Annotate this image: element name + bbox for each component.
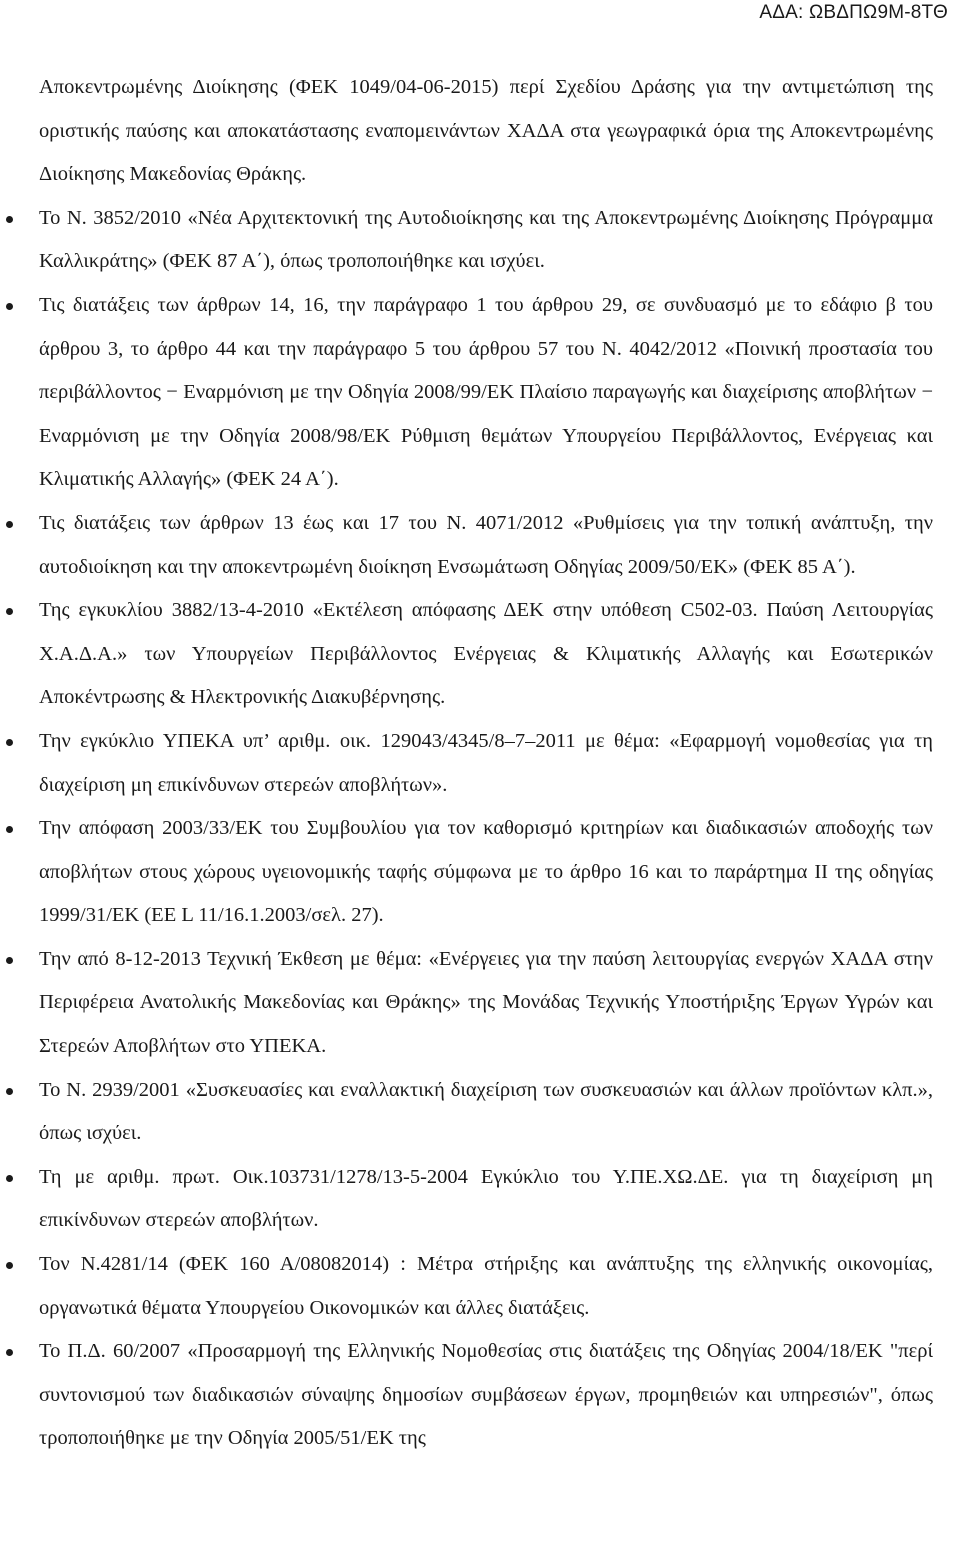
list-item: Τον Ν.4281/14 (ΦΕΚ 160 Α/08082014) : Μέτρα στήριξης και ανάπτυξης της ελληνικής οικονομίας, οργανωτικά θέματα Υπουργείου Οικονομικών και άλλες διατάξεις. (39, 1243, 933, 1330)
list-item: Την απόφαση 2003/33/ΕΚ του Συμβουλίου για τον καθορισμό κριτηρίων και διαδικασιών αποδοχής των αποβλήτων στους χώρους υγειονομικής ταφής σύμφωνα με το άρθρο 16 και το παράρτημα ΙΙ της οδηγίας 1999/31/ΕΚ (ΕΕ L 11/16.1.2003/σελ. 27). (39, 807, 933, 938)
list-item: Της εγκυκλίου 3882/13-4-2010 «Εκτέλεση απόφασης ΔΕΚ στην υπόθεση C502-03. Παύση Λειτουργίας Χ.Α.Δ.Α.» των Υπουργείων Περιβάλλοντος Ενέργειας & Κλιματικής Αλλαγής και Εσωτερικών Αποκέντρωσης & Ηλεκτρονικής Διακυβέρνησης. (39, 589, 933, 720)
list-item: Τις διατάξεις των άρθρων 13 έως και 17 του Ν. 4071/2012 «Ρυθμίσεις για την τοπική ανάπτυξη, την αυτοδιοίκηση και την αποκεντρωμένη διοίκηση Ενσωμάτωση Οδηγίας 2009/50/ΕΚ» (ΦΕΚ 85 Α΄). (39, 502, 933, 589)
list-item: Το Ν. 3852/2010 «Νέα Αρχιτεκτονική της Αυτοδιοίκησης και της Αποκεντρωμένης Διοίκησης Πρόγραμμα Καλλικράτης» (ΦΕΚ 87 Α΄), όπως τροποποιήθηκε και ισχύει. (39, 197, 933, 284)
document-ada-code: ΑΔΑ: ΩΒΔΠΩ9Μ-8ΤΘ (759, 2, 948, 23)
intro-paragraph: Αποκεντρωμένης Διοίκησης (ΦΕΚ 1049/04-06-2015) περί Σχεδίου Δράσης για την αντιμετώπιση της οριστικής παύσης και αποκατάστασης εναπομεινάντων ΧΑΔΑ στα γεωγραφικά όρια της Αποκεντρωμένης Διοίκησης Μακεδονίας Θράκης. (39, 76, 933, 186)
legal-basis-list (39, 197, 933, 1461)
list-item: Την από 8-12-2013 Τεχνική Έκθεση με θέμα: «Ενέργειες για την παύση λειτουργίας ενεργών ΧΑΔΑ στην Περιφέρεια Ανατολικής Μακεδονίας και Θράκης» της Μονάδας Τεχνικής Υποστήριξης Έργων Υγρών και Στερεών Αποβλήτων στο ΥΠΕΚΑ. (39, 938, 933, 1069)
document-body (39, 66, 933, 1461)
list-item: Την εγκύκλιο ΥΠΕΚΑ υπ’ αριθμ. οικ. 129043/4345/8–7–2011 με θέμα: «Εφαρμογή νομοθεσίας για τη διαχείριση μη επικίνδυνων στερεών αποβλήτων». (39, 720, 933, 807)
list-item: Τις διατάξεις των άρθρων 14, 16, την παράγραφο 1 του άρθρου 29, σε συνδυασμό με το εδάφιο β του άρθρου 3, το άρθρο 44 και την παράγραφο 5 του άρθρου 57 του Ν. 4042/2012 «Ποινική προστασία του περιβάλλοντος − Εναρμόνιση με την Οδηγία 2008/99/ΕΚ Πλαίσιο παραγωγής και διαχείρισης αποβλήτων − Εναρμόνιση με την Οδηγία 2008/98/ΕΚ Ρύθμιση θεμάτων Υπουργείου Περιβάλλοντος, Ενέργειας και Κλιματικής Αλλαγής» (ΦΕΚ 24 Α΄). (39, 284, 933, 502)
list-item: Το Π.Δ. 60/2007 «Προσαρμογή της Ελληνικής Νομοθεσίας στις διατάξεις της Οδηγίας 2004/18/ΕΚ "περί συντονισμού των διαδικασιών σύναψης δημοσίων συμβάσεων έργων, προμηθειών και υπηρεσιών", όπως τροποποιήθηκε με την Οδηγία 2005/51/ΕΚ της (39, 1330, 933, 1461)
list-item: Τη με αριθμ. πρωτ. Οικ.103731/1278/13-5-2004 Εγκύκλιο του Υ.ΠΕ.ΧΩ.ΔΕ. για τη διαχείριση μη επικίνδυνων στερεών αποβλήτων. (39, 1156, 933, 1243)
list-item: Το Ν. 2939/2001 «Συσκευασίες και εναλλακτική διαχείριση των συσκευασιών και άλλων προϊόντων κλπ.», όπως ισχύει. (39, 1069, 933, 1156)
